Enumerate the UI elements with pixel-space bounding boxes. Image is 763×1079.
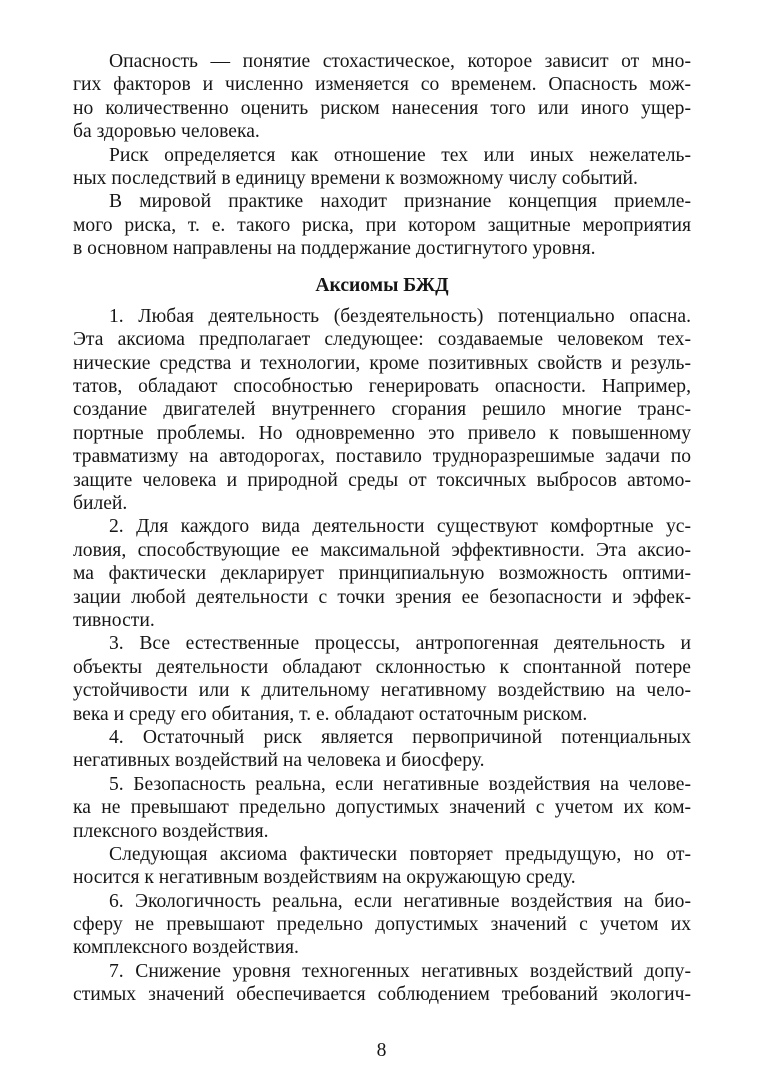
paragraph [73,515,691,632]
paragraph [73,773,691,843]
paragraph [73,50,691,144]
text-line: сферу не превышают предельно допустимых значений с учетом их [73,914,691,936]
text-line: объекты деятельности обладают склонностью к спонтанной потере [73,656,691,678]
page-number: 8 [376,1040,387,1061]
text-line: 5. Безопасность реальна, если негативные воздействия на челове- [109,773,691,795]
text-line: ба здоровью человека. [73,121,260,143]
text-line: Опасность — понятие стохастическое, которое зависит от мно- [109,51,691,72]
text-line: в основном направлены на поддержание достигнутого уровня. [73,238,596,260]
text-line: ловия, способствующие ее максимальной эффективности. Эта аксио- [73,539,691,561]
text-line: 3. Все естественные процессы, антропогенная деятельность и [109,633,691,655]
text-line: гих факторов и численно изменяется со временем. Опасность мож- [73,74,691,96]
text-line: зации любой деятельности с точки зрения ее безопасности и эффек- [73,586,691,608]
paragraph [73,632,691,726]
text-line: 4. Остаточный риск является первопричиной потенциальных [109,726,691,748]
paragraph [73,960,691,1007]
text-line: создание двигателей внутреннего сгорания решило многие транс- [73,399,691,421]
text-line: мого риска, т. е. такого риска, при котором защитные мероприятия [73,214,691,236]
text-line: века и среду его обитания, т. е. обладают остаточным риском. [73,703,588,725]
text-line: 1. Любая деятельность (бездеятельность) потенциально опасна. [109,305,691,327]
text-line: билей. [73,493,128,515]
text-line: 7. Снижение уровня техногенных негативных воздействий допу- [109,960,691,982]
text-line: ных последствий в единицу времени к возможному числу событий. [73,167,638,189]
text-line: травматизму на автодорогах, поставило трудноразрешимые задачи по [73,446,691,468]
paragraph [73,305,691,516]
text-line: ка не превышают предельно допустимых значений с учетом их ком- [73,797,691,819]
text-line: ма фактически декларирует принципиальную возможность оптими- [73,563,691,585]
paragraph [73,843,691,890]
axioms-text [73,305,691,1007]
text-line: но количественно оценить риском нанесения того или иного ущер- [73,97,691,119]
intro-text [73,50,691,261]
text-line: защите человека и природной среды от токсичных выбросов автомо- [73,469,691,491]
text-line: 6. Экологичность реальна, если негативные воздействия на био- [109,890,691,912]
text-line: Следующая аксиома фактически повторяет предыдущую, но от- [109,843,691,865]
paragraph [73,890,691,960]
text-line: 2. Для каждого вида деятельности существуют комфортные ус- [109,516,691,538]
text-line: плексного воздействия. [73,820,269,842]
paragraph [73,144,691,191]
text-line: стимых значений обеспечивается соблюдением требований экологич- [73,984,691,1006]
text-line: носится к негативным воздействиям на окружающую среду. [73,867,576,889]
text-line: устойчивости или к длительному негативному воздействию на чело- [73,680,691,702]
text-line: портные проблемы. Но одновременно это привело к повышенному [73,422,691,444]
text-line: комплексного воздействия. [73,937,299,959]
text-line: татов, обладают способностью генерировать опасности. Например, [73,376,691,398]
page-body [73,50,691,1007]
text-line: Эта аксиома предполагает следующее: создаваемые человеком тех- [73,329,691,351]
section-heading: Аксиомы БЖД [315,274,449,296]
text-line: нические средства и технологии, кроме позитивных свойств и резуль- [73,352,691,374]
paragraph [73,190,691,260]
text-line: тивности. [73,609,155,631]
paragraph [73,726,691,773]
text-line: негативных воздействий на человека и биосферу. [73,750,485,772]
text-line: В мировой практике находит признание концепция приемле- [109,191,691,213]
text-line: Риск определяется как отношение тех или иных нежелатель- [109,144,691,166]
